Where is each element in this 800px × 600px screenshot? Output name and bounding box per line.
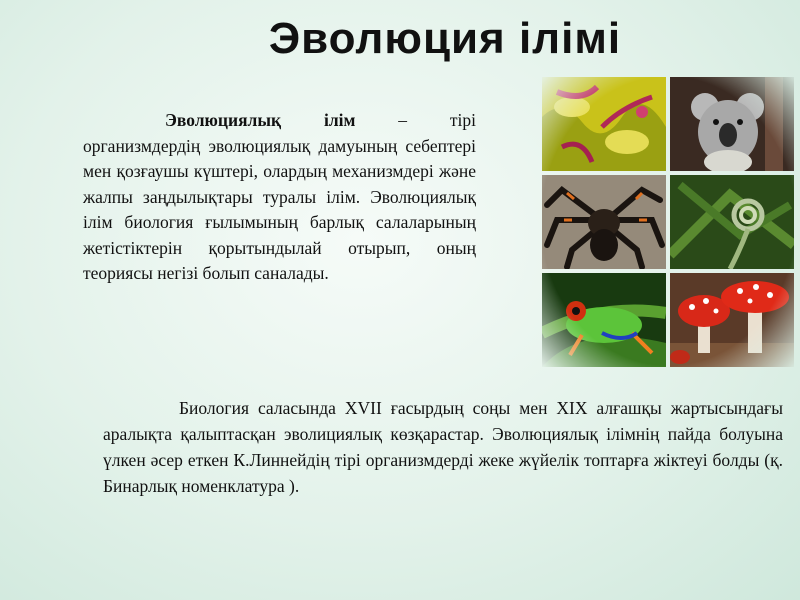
organism-collage bbox=[540, 75, 797, 367]
history-text: Биология саласында XVII ғасырдың соңы мен XIX алғашқы жартысындағы аралықта қалыптасқан эволициялық көзқарастар. Эволюциялық ілімнің пайда болуына үлкен әсер еткен К.Линнейдің тірі организмдерді жеке жүйелік топтарға жіктеуі болды (қ. Бинарлық номенклатура ). bbox=[103, 398, 783, 496]
definition-paragraph bbox=[83, 108, 476, 287]
mushrooms-image bbox=[670, 273, 794, 367]
frog-image bbox=[542, 273, 666, 367]
fern-image bbox=[670, 175, 794, 269]
tarantula-image bbox=[542, 175, 666, 269]
koala-image bbox=[670, 77, 794, 171]
microbes-image bbox=[542, 77, 666, 171]
definition-term: Эволюциялық ілім bbox=[165, 110, 356, 130]
slide-title: Эволюция ілімі bbox=[268, 14, 622, 63]
definition-text: – тірі организмдердің эволюциялық дамуының себептері мен қозғаушы күштері, олардың механизмдері және жалпы заңдылықтары туралы ілім. Эволюциялық ілім биология ғылымының барлық салаларының жетістіктерін қорытындылай отырып, оның теориясы негізі болып саналады. bbox=[83, 110, 476, 283]
history-paragraph bbox=[103, 395, 783, 499]
